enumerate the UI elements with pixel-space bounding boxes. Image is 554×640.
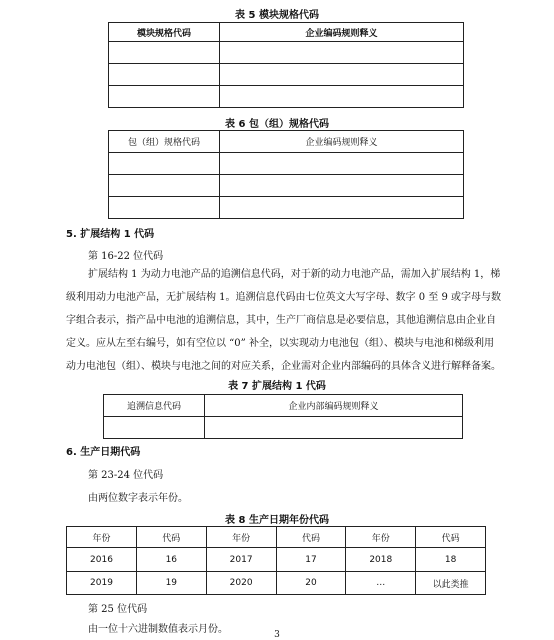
table5-caption: 表 5 模块规格代码 — [235, 10, 319, 21]
table8-cell: 2018 — [346, 548, 416, 572]
table8-header: 代码 — [276, 527, 346, 548]
table8-cell: 16 — [136, 548, 206, 572]
table8-header: 年份 — [67, 527, 137, 548]
table5 — [108, 22, 464, 108]
table7-cell — [205, 417, 463, 439]
table5-cell — [109, 64, 220, 86]
table7 — [103, 394, 463, 439]
table5-header: 企业编码规则释义 — [220, 23, 464, 42]
section6b-subheading: 第 25 位代码 — [88, 604, 148, 615]
table8 — [66, 526, 486, 595]
table7-header: 追溯信息代码 — [104, 395, 205, 417]
table6-cell — [220, 153, 464, 175]
table8-header: 代码 — [136, 527, 206, 548]
table8-header: 代码 — [416, 527, 486, 548]
section6-text: 由两位数字表示年份。 — [88, 493, 188, 504]
table8-cell: 以此类推 — [416, 572, 486, 595]
section5-heading: 5. 扩展结构 1 代码 — [66, 229, 155, 240]
table5-cell — [109, 86, 220, 108]
table6-cell — [109, 197, 220, 219]
section6b-text: 由一位十六进制数值表示月份。 — [88, 624, 228, 635]
table8-caption: 表 8 生产日期年份代码 — [225, 515, 329, 526]
table8-header: 年份 — [206, 527, 276, 548]
table8-cell: 20 — [276, 572, 346, 595]
table8-cell: 18 — [416, 548, 486, 572]
section5-paragraph — [66, 263, 502, 378]
table7-cell — [104, 417, 205, 439]
table6-header: 包（组）规格代码 — [109, 131, 220, 153]
section5-subheading: 第 16-22 位代码 — [88, 251, 164, 262]
table8-cell: … — [346, 572, 416, 595]
table6-caption: 表 6 包（组）规格代码 — [225, 119, 329, 130]
table6-cell — [220, 197, 464, 219]
page-number: 3 — [274, 630, 280, 640]
table5-header: 模块规格代码 — [109, 23, 220, 42]
table7-caption: 表 7 扩展结构 1 代码 — [228, 381, 326, 392]
table7-header: 企业内部编码规则释义 — [205, 395, 463, 417]
table8-header: 年份 — [346, 527, 416, 548]
table8-cell: 2016 — [67, 548, 137, 572]
table5-cell — [220, 42, 464, 64]
table8-cell: 2019 — [67, 572, 137, 595]
table8-cell: 2020 — [206, 572, 276, 595]
table6 — [108, 130, 464, 219]
table8-cell: 17 — [276, 548, 346, 572]
table5-cell — [109, 42, 220, 64]
section6-subheading: 第 23-24 位代码 — [88, 470, 164, 481]
table6-cell — [109, 153, 220, 175]
table6-cell — [109, 175, 220, 197]
table8-cell: 19 — [136, 572, 206, 595]
table5-cell — [220, 64, 464, 86]
section5-paragraph-text: 扩展结构 1 为动力电池产品的追溯信息代码，对于新的动力电池产品，需加入扩展结构 1，梯级利用动力电池产品，无扩展结构 1。追溯信息代码由七位英文大写字母、数字 0 至 9 或字母与数字组合表示，指产品中电池的追溯信息，其中，生产厂商信息是必要信息，其他追溯信息由企业自定义。应从左至右编号，如有空位以 “0” 补全，以实现动力电池包（组）、模块与电池和梯级利用动力电池包（组）、模块与电池之间的对应关系，企业需对企业内部编码的具体含义进行解释备案。 — [66, 269, 501, 372]
table6-cell — [220, 175, 464, 197]
table8-cell: 2017 — [206, 548, 276, 572]
table6-header: 企业编码规则释义 — [220, 131, 464, 153]
section6-heading: 6. 生产日期代码 — [66, 447, 141, 458]
table5-cell — [220, 86, 464, 108]
